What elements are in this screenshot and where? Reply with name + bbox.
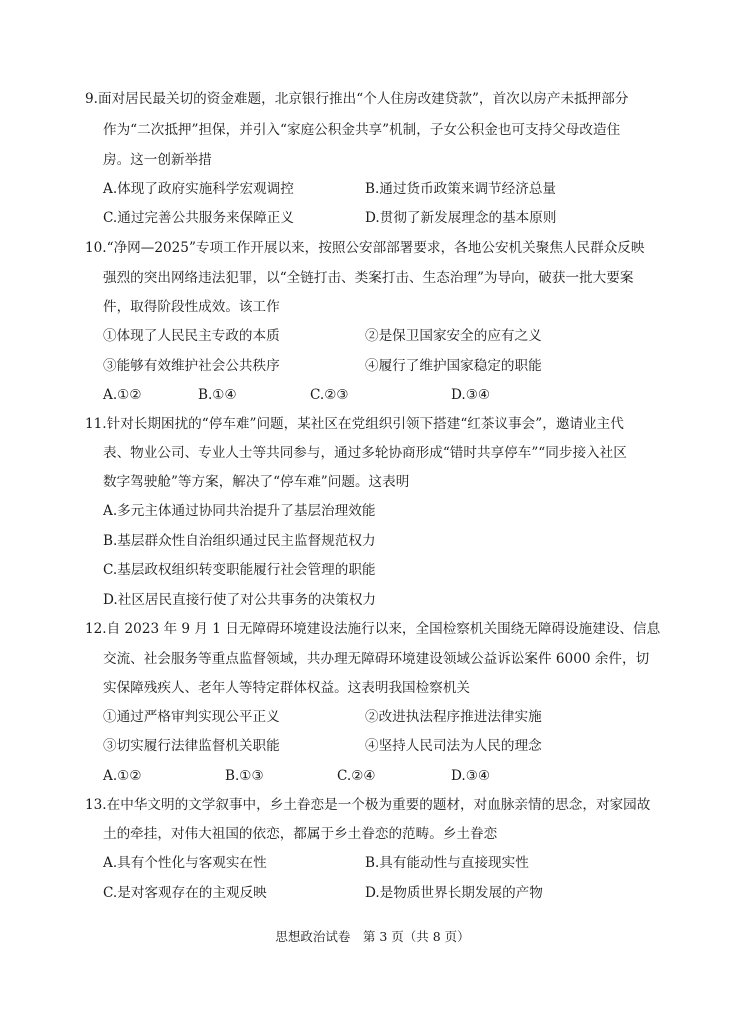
q12-stem-line-3: 实保障残疾人、老年人等特定群体权益。这表明我国检察机关	[103, 680, 471, 696]
q10-statement-1: ①体现了人民民主专政的本质	[103, 328, 280, 344]
q12-statement-4: ④坚持人民司法为人民的理念	[365, 738, 542, 754]
q10-option-a: A.①②	[103, 387, 142, 403]
q9-option-d: D.贯彻了新发展理念的基本原则	[365, 210, 557, 226]
q10-option-c: C.②③	[310, 387, 349, 403]
q12-option-a: A.①②	[103, 768, 142, 784]
q10-stem-line-1: 10.“净网—2025”专项工作开展以来，按照公安部部署要求，各地公安机关聚焦人民群众反映	[85, 240, 645, 256]
page-footer: 思想政治试卷 第 3 页（共 8 页）	[275, 929, 470, 944]
q9-stem-line-1: 9.面对居民最关切的资金难题，北京银行推出“个人住房改建贷款”，首次以房产未抵押部分	[85, 91, 629, 107]
q12-stem-line-2: 交流、社会服务等重点监督领域，共办理无障碍环境建设领域公益诉讼案件 6000 余件，切	[103, 651, 650, 667]
q12-statement-3: ③切实履行法律监督机关职能	[103, 738, 280, 754]
q12-stem-line-1: 12.自 2023 年 9 月 1 日无障碍环境建设法施行以来，全国检察机关围绕无障碍设施建设、信息	[85, 621, 661, 637]
q9-option-c: C.通过完善公共服务来保障正义	[103, 210, 294, 226]
q10-statement-4: ④履行了维护国家稳定的职能	[365, 358, 542, 374]
q11-stem-line-1: 11.针对长期困扰的“停车难”问题，某社区在党组织引领下搭建“红茶议事会”，邀请业主代	[85, 416, 624, 432]
q11-stem-line-3: 数字驾驶舱”等方案，解决了“停车难”问题。这表明	[103, 474, 410, 490]
q12-statement-1: ①通过严格审判实现公平正义	[103, 709, 280, 725]
q12-statement-2: ②改进执法程序推进法律实施	[365, 709, 542, 725]
q13-stem-line-1: 13.在中华文明的文学叙事中，乡土眷恋是一个极为重要的题材，对血脉亲情的思念，对家园故	[85, 797, 651, 813]
q11-option-d: D.社区居民直接行使了对公共事务的决策权力	[103, 592, 377, 608]
q13-option-c: C.是对客观存在的主观反映	[103, 885, 267, 901]
q9-option-b: B.通过货币政策来调节经济总量	[365, 181, 557, 197]
q10-stem-line-3: 件，取得阶段性成效。该工作	[103, 299, 280, 315]
q11-option-b: B.基层群众性自治组织通过民主监督规范权力	[103, 533, 376, 549]
q10-statement-3: ③能够有效维护社会公共秩序	[103, 358, 280, 374]
q9-stem-line-2: 作为“二次抵押”担保，并引入“家庭公积金共享”机制，子女公积金也可支持父母改造住	[103, 122, 621, 138]
q9-option-a: A.体现了政府实施科学宏观调控	[103, 181, 294, 197]
q13-stem-line-2: 土的牵挂，对伟大祖国的依恋，都属于乡土眷恋的范畴。乡土眷恋	[103, 826, 498, 842]
q12-option-b: B.①③	[225, 768, 264, 784]
q10-statement-2: ②是保卫国家安全的应有之义	[365, 328, 542, 344]
q11-option-c: C.基层政权组织转变职能履行社会管理的职能	[103, 562, 376, 578]
q11-stem-line-2: 表、物业公司、专业人士等共同参与，通过多轮协商形成“错时共享停车”“同步接入社区	[103, 445, 627, 461]
q13-option-d: D.是物质世界长期发展的产物	[365, 885, 543, 901]
q9-stem-line-3: 房。这一创新举措	[103, 152, 212, 168]
q13-option-a: A.具有个性化与客观实在性	[103, 855, 267, 871]
q10-option-d: D.③④	[451, 387, 491, 403]
q11-option-a: A.多元主体通过协同共治提升了基层治理效能	[103, 503, 376, 519]
q10-option-b: B.①④	[198, 387, 237, 403]
q10-stem-line-2: 强烈的突出网络违法犯罪，以“全链打击、类案打击、生态治理”为导向，破获一批大要案	[103, 270, 634, 286]
q13-option-b: B.具有能动性与直接现实性	[365, 855, 529, 871]
q12-option-d: D.③④	[451, 768, 491, 784]
q12-option-c: C.②④	[337, 768, 376, 784]
